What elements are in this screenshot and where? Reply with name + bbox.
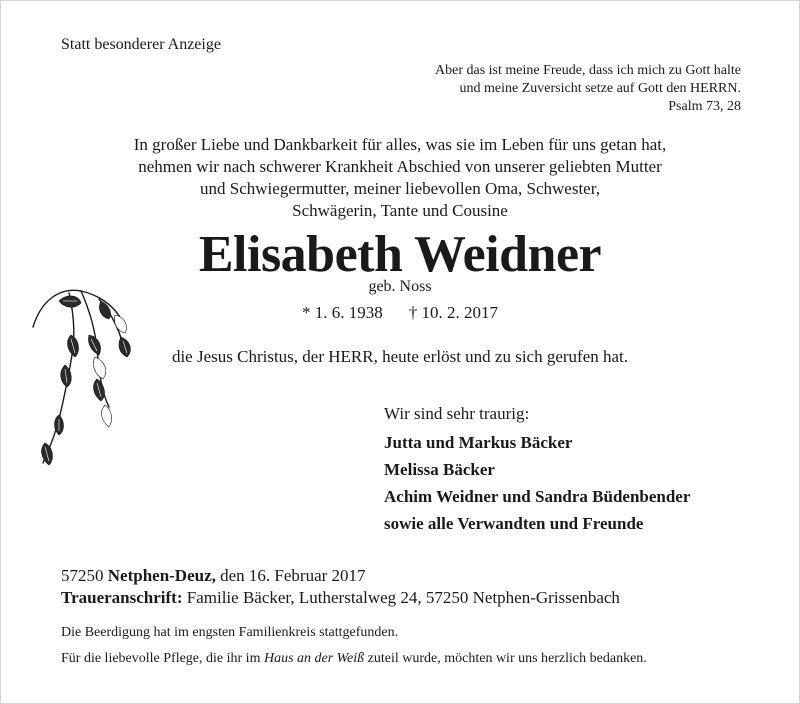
maiden-name: geb. Noss xyxy=(368,278,432,295)
death-date: † 10. 2. 2017 xyxy=(408,303,498,322)
mourner-line: Melissa Bäcker xyxy=(384,460,495,479)
mourner-line: sowie alle Verwandten und Freunde xyxy=(384,514,644,533)
thanks-before: Für die liebevolle Pflege, die ihr im xyxy=(61,651,261,666)
verse-line-1: Aber das ist meine Freude, dass ich mich zu Gott halte xyxy=(435,63,741,78)
mourning-statement: Wir sind sehr traurig: xyxy=(384,404,530,423)
town: Netphen-Deuz, xyxy=(107,566,216,585)
mourners-list xyxy=(384,429,690,537)
notice-date: den 16. Februar 2017 xyxy=(220,566,366,585)
birch-branch-icon xyxy=(29,279,141,479)
verse-line-2: und meine Zuversicht setze auf Gott den HERRN. xyxy=(459,81,741,96)
opening-paragraph xyxy=(1,134,799,222)
bible-verse xyxy=(381,62,741,116)
verse-reference: Psalm 73, 28 xyxy=(668,99,741,114)
thanks-after: zuteil wurde, möchten wir uns herzlich bedanken. xyxy=(367,651,647,666)
address-label: Traueranschrift: xyxy=(61,588,183,607)
mourner-line: Achim Weidner und Sandra Büdenbender xyxy=(384,487,691,506)
closing-sentence: die Jesus Christus, der HERR, heute erlöst und zu sich gerufen hat. xyxy=(171,347,629,366)
birth-date: * 1. 6. 1938 xyxy=(302,303,383,322)
thanks-note xyxy=(61,651,647,667)
opening-line-2: nehmen wir nach schwerer Krankheit Abschied von unserer geliebten Mutter xyxy=(138,157,662,176)
care-home-name: Haus an der Weiß xyxy=(263,651,365,666)
opening-line-4: Schwägerin, Tante und Cousine xyxy=(292,201,508,220)
opening-line-1: In großer Liebe und Dankbarkeit für alles, was sie im Leben für uns getan hat, xyxy=(133,135,667,154)
deceased-name: Elisabeth Weidner xyxy=(198,226,602,283)
postcode: 57250 xyxy=(61,566,104,585)
opening-line-3: und Schwiegermutter, meiner liebevollen Oma, Schwester, xyxy=(200,179,600,198)
mourning-address xyxy=(61,588,620,608)
address-value: Familie Bäcker, Lutherstalweg 24, 57250 Netphen-Grissenbach xyxy=(186,588,620,607)
intro-text: Statt besonderer Anzeige xyxy=(61,36,221,53)
place-and-date xyxy=(61,566,366,586)
mourner-line: Jutta und Markus Bäcker xyxy=(384,433,573,452)
funeral-note: Die Beerdigung hat im engsten Familienkreis stattgefunden. xyxy=(61,625,399,640)
